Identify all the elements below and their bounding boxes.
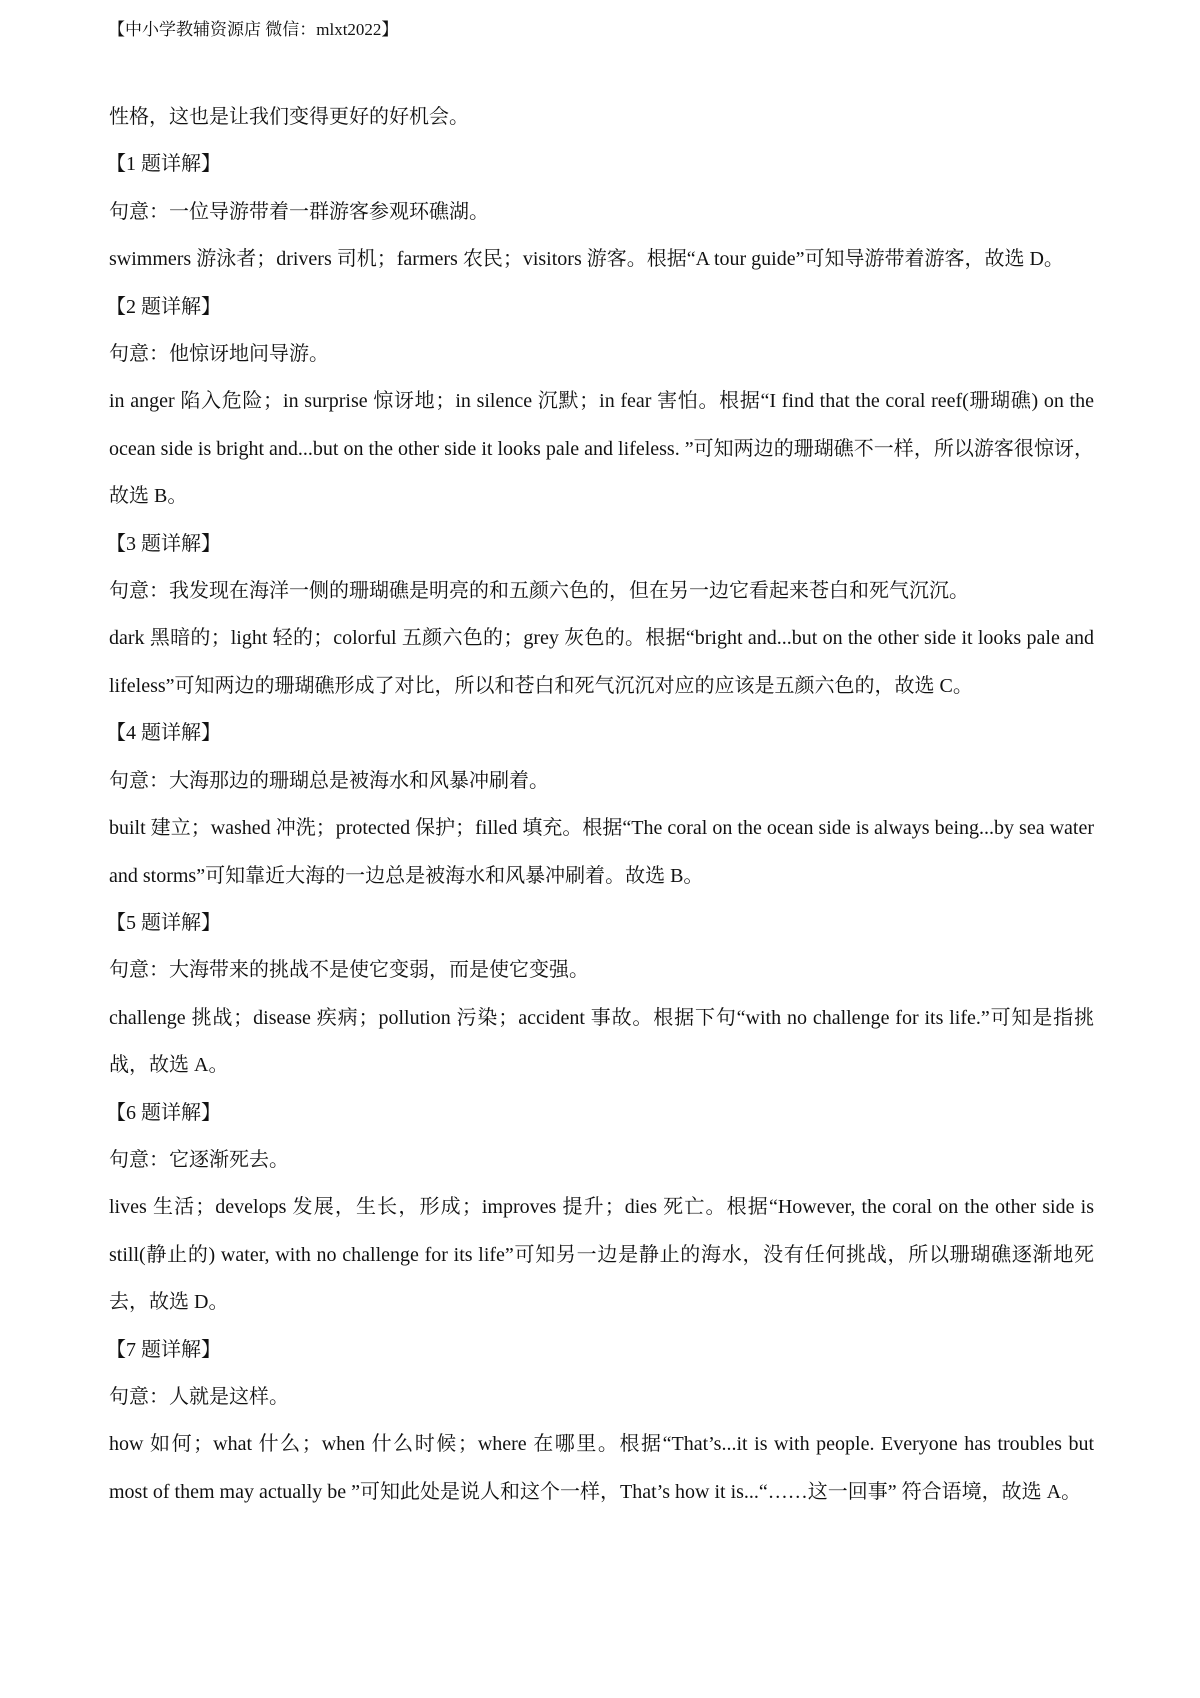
sentence-meaning-5: 句意：大海带来的挑战不是使它变弱，而是使它变强。 xyxy=(109,959,589,982)
section-heading-6: 【6 题详解】 xyxy=(106,1101,221,1124)
section-heading-5: 【5 题详解】 xyxy=(106,911,221,934)
explanation-4: built 建立；washed 冲洗；protected 保护；filled 填充。根据“The coral on the ocean side is always being...by sea water and storms”可知靠近大海的一边总是被海水和风暴冲刷着。故选 B。 xyxy=(109,817,1094,887)
sentence-meaning-2: 句意：他惊讶地问导游。 xyxy=(109,343,329,366)
explanation-1: swimmers 游泳者；drivers 司机；farmers 农民；visitors 游客。根据“A tour guide”可知导游带着游客，故选 D。 xyxy=(109,248,1064,271)
document-body xyxy=(106,94,1094,1516)
sentence-meaning-3: 句意：我发现在海洋一侧的珊瑚礁是明亮的和五颜六色的，但在另一边它看起来苍白和死气沉沉。 xyxy=(109,580,969,603)
explanation-5: challenge 挑战；disease 疾病；pollution 污染；accident 事故。根据下句“with no challenge for its life.”可知是指挑战，故选 A。 xyxy=(109,1006,1094,1077)
section-heading-2: 【2 题详解】 xyxy=(106,295,221,318)
section-heading-3: 【3 题详解】 xyxy=(106,532,221,555)
sentence-meaning-4: 句意：大海那边的珊瑚总是被海水和风暴冲刷着。 xyxy=(109,769,549,792)
sentence-meaning-6: 句意：它逐渐死去。 xyxy=(109,1148,289,1171)
explanation-2: in anger 陷入危险；in surprise 惊讶地；in silence 沉默；in fear 害怕。根据“I find that the coral reef(珊瑚礁) on the ocean side is bright and...but on the other side it looks pale and lifeless. ”可知两边的珊瑚礁不一样，所以游客很惊讶，故选 B。 xyxy=(109,390,1094,508)
section-heading-7: 【7 题详解】 xyxy=(106,1338,221,1361)
sentence-meaning-1: 句意：一位导游带着一群游客参观环礁湖。 xyxy=(109,200,489,223)
paragraph-intro: 性格，这也是让我们变得更好的好机会。 xyxy=(109,106,469,128)
section-heading-1: 【1 题详解】 xyxy=(106,153,221,176)
sentence-meaning-7: 句意：人就是这样。 xyxy=(109,1385,289,1408)
explanation-6: lives 生活；develops 发展，生长，形成；improves 提升；dies 死亡。根据“However, the coral on the other side is still(静止的) water, with no challenge for its life”可知另一边是静止的海水，没有任何挑战，所以珊瑚礁逐渐地死去，故选 D。 xyxy=(109,1196,1094,1314)
page-header: 【中小学教辅资源店 微信：mlxt2022】 xyxy=(108,20,399,39)
explanation-3: dark 黑暗的；light 轻的；colorful 五颜六色的；grey 灰色的。根据“bright and...but on the other side it looks pale and lifeless”可知两边的珊瑚礁形成了对比，所以和苍白和死气沉沉对应的应该是五颜六色的，故选 C。 xyxy=(109,627,1094,697)
section-heading-4: 【4 题详解】 xyxy=(106,722,221,745)
explanation-7: how 如何；what 什么；when 什么时候；where 在哪里。根据“That’s...it is with people. Everyone has troubles but most of them may actually be ”可知此处是说人和这个一样，That’s how it is...“……这一回事” 符合语境，故选 A。 xyxy=(109,1433,1094,1503)
